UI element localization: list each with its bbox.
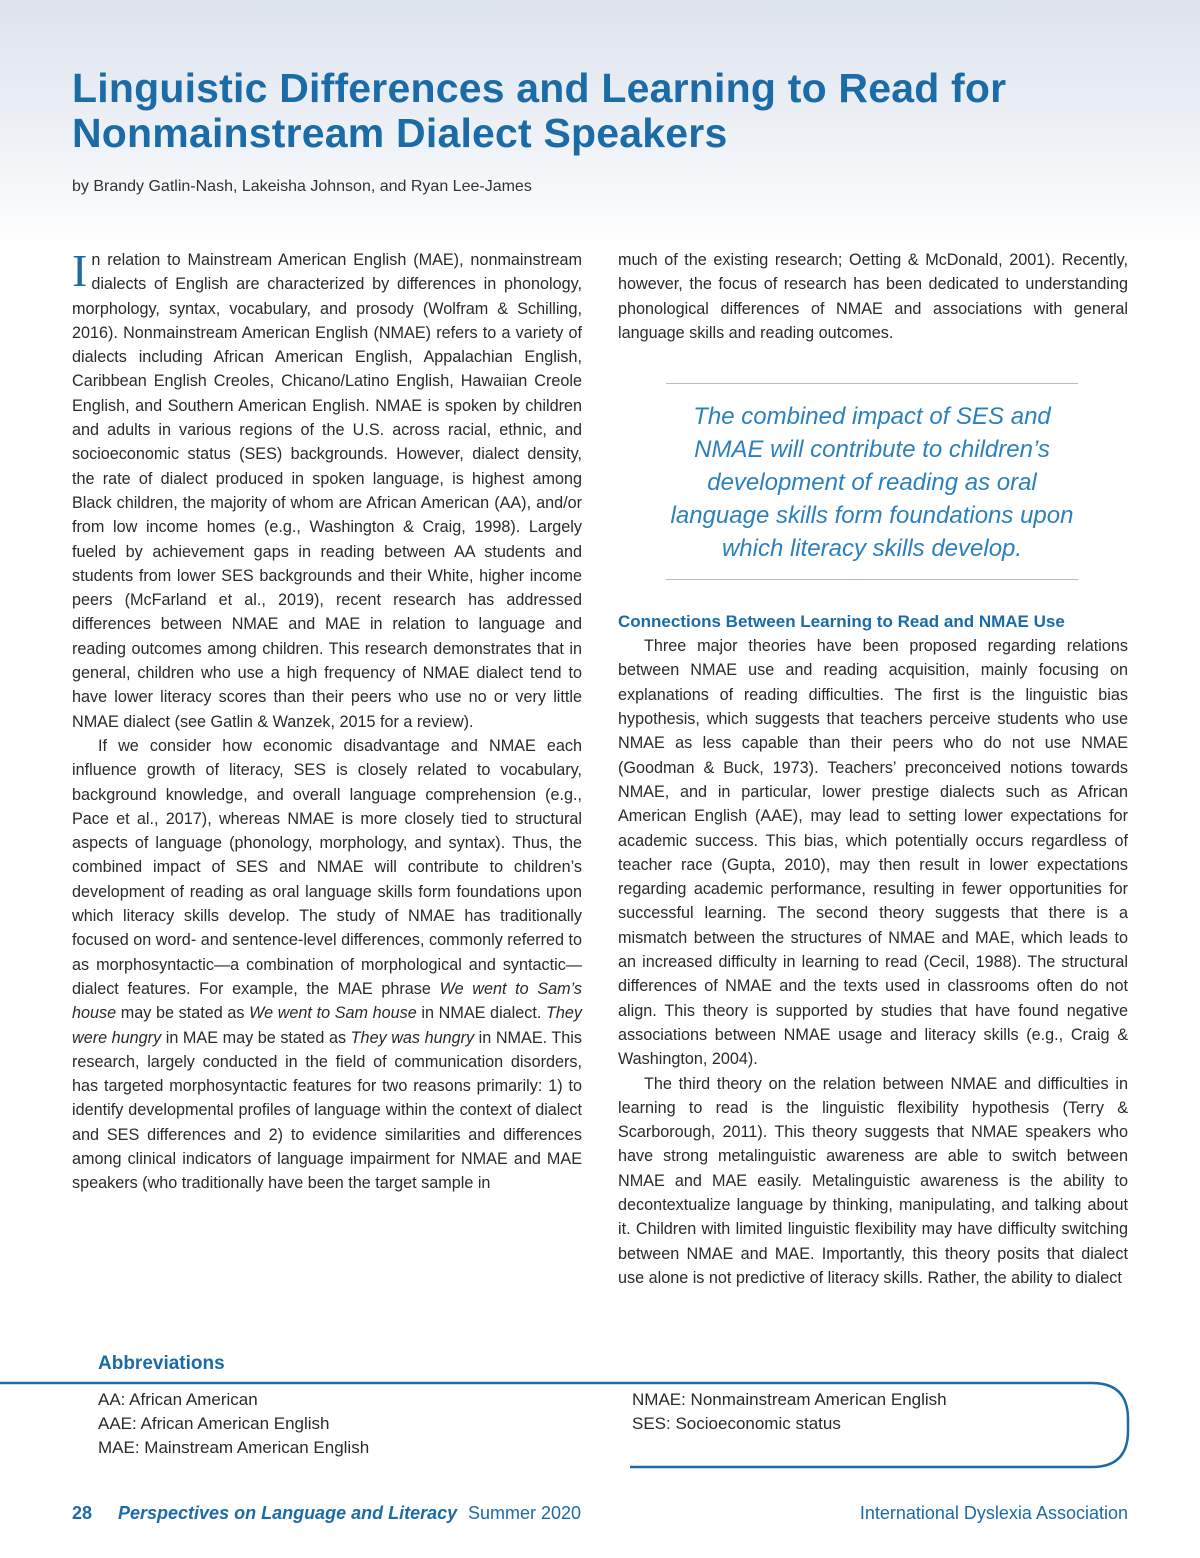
example-phrase: They were hungry (72, 1004, 582, 1047)
page-number: 28 (72, 1503, 93, 1523)
abbreviation-item: NMAE: Nonmainstream American English (632, 1390, 947, 1409)
example-phrase: We went to Sam house (249, 1004, 417, 1023)
pull-quote: The combined impact of SES and NMAE will contribute to children’s development of reading as oral language skills form foundations upon which literacy skills develop. (666, 383, 1078, 580)
abbreviations-title: Abbreviations (98, 1353, 225, 1374)
paragraph (72, 734, 582, 1196)
abbreviations-list-right (632, 1388, 947, 1436)
byline: by Brandy Gatlin-Nash, Lakeisha Johnson, and Ryan Lee-James (72, 178, 532, 195)
paragraph-text: may be stated as (116, 1004, 250, 1023)
paragraph: The third theory on the relation between NMAE and difficulties in learning to read is the linguistic flexibility hypothesis (Terry & Scarborough, 2011). This theory suggests that NMAE speakers who have strong metalinguistic awareness are able to switch between NMAE and MAE easily. Metalinguistic awareness is the ability to decontextualize language by thinking, manipulating, and talking about it. Children with limited linguistic flexibility may have difficulty switching between NMAE and MAE. Importantly, this theory posits that dialect use alone is not predictive of literacy skills. Rather, the ability to dialect (618, 1074, 1128, 1287)
organization-name: International Dyslexia Association (859, 1503, 1128, 1523)
page-footer (72, 1500, 1128, 1526)
section-heading: Connections Between Learning to Read and NMAE Use (618, 612, 1065, 632)
paragraph (72, 245, 582, 734)
right-column (618, 248, 1128, 1290)
abbreviation-item: MAE: Mainstream American English (98, 1438, 370, 1457)
example-phrase: We went to Sam’s house (72, 979, 582, 1023)
paragraph: Three major theories have been proposed regarding relations between NMAE use and reading acquisition, mainly focusing on explanations of reading difficulties. The first is the linguistic bias hypothesis, which suggests that teachers perceive students who use NMAE as less capable than their peers who do not use NMAE (Goodman & Buck, 1973). Teachers’ preconceived notions towards NMAE, and in particular, lower prestige dialects such as African American English (AAE), may lead to setting lower expectations for academic success. This bias, which potentially occurs regardless of teacher race (Gupta, 2010), may then result in lower expectations regarding academic performance, resulting in fewer opportunities for successful learning. The second theory suggests that there is a mismatch between the structures of NMAE and MAE, which leads to an increased difficulty in learning to read (Cecil, 1988). The structural differences of NMAE and the texts used in classrooms often do not align. This theory is supported by studies that have found negative associations between NMAE usage and literacy skills (e.g., Craig & Washington, 2004). (618, 637, 1128, 1069)
article-title: Linguistic Differences and Learning to Read for Nonmainstream Dialect Speakers (72, 65, 1007, 156)
example-phrase: They was hungry (350, 1028, 475, 1047)
issue-label: Summer 2020 (468, 1503, 582, 1523)
abbreviations-list-left (98, 1388, 369, 1460)
abbreviation-item: AAE: African American English (98, 1414, 330, 1433)
drop-cap: I (72, 245, 88, 296)
paragraph-text: in NMAE dialect. (416, 1004, 546, 1023)
abbreviation-item: AA: African American (98, 1390, 258, 1409)
left-column (72, 245, 582, 1196)
journal-name: Perspectives on Language and Literacy (118, 1503, 458, 1523)
abbreviation-item: SES: Socioeconomic status (632, 1414, 841, 1433)
paragraph-text: n relation to Mainstream American English (MAE), nonmainstream dialects of English are characterized by differences in phonology, morphology, syntax, vocabulary, and prosody (Wolfram & Schilling, 2016). Nonmainstream American English (NMAE) refers to a variety of dialects including African American English, Appalachian English, Caribbean English Creoles, Chicano/Latino English, Hawaiian Creole English, and Southern American English. NMAE is spoken by children and adults in various regions of the U.S. across racial, ethnic, and socioeconomic status (SES) backgrounds. However, dialect density, the rate of dialect produced in spoken language, is highest among Black children, the majority of whom are African American (AA), and/or from low income homes (e.g., Washington & Craig, 1998). Largely fueled by achievement gaps in reading between AA students and students from lower SES backgrounds and their White, higher income peers (McFarland et al., 2019), recent research has addressed differences between NMAE and MAE in relation to language and reading outcomes among children. This research demonstrates that in general, children who use a high frequency of NMAE dialect tend to have lower literacy scores than their peers who use no or very little NMAE dialect (see Gatlin & Wanzek, 2015 for a review). (72, 251, 582, 731)
paragraph: much of the existing research; Oetting & McDonald, 2001). Recently, however, the focus of research has been dedicated to understanding phonological differences of NMAE and associations with general language skills and reading outcomes. (618, 251, 1128, 342)
paragraph-text: in NMAE. This research, largely conducted in the field of communication disorders, has targeted morphosyntactic features for two reasons primarily: 1) to identify developmental profiles of language within the context of dialect and SES differences and 2) to evidence similarities and differences among clinical indicators of language impairment for NMAE and MAE speakers (who traditionally have been the target sample in (72, 1028, 582, 1193)
paragraph-text: in MAE may be stated as (161, 1028, 351, 1047)
paragraph-text: If we consider how economic disadvantage and NMAE each influence growth of literacy, SES is closely related to vocabulary, background knowledge, and overall language comprehension (e.g., Pace et al., 2017), whereas NMAE is more closely tied to structural aspects of language (phonology, morphology, and syntax). Thus, the combined impact of SES and NMAE will contribute to children’s development of reading as oral language skills form foundations upon which literacy skills develop. The study of NMAE has traditionally focused on word- and sentence-level differences, commonly referred to as morphosyntactic—a combination of morphological and syntactic—dialect features. For example, the MAE phrase (72, 736, 582, 998)
